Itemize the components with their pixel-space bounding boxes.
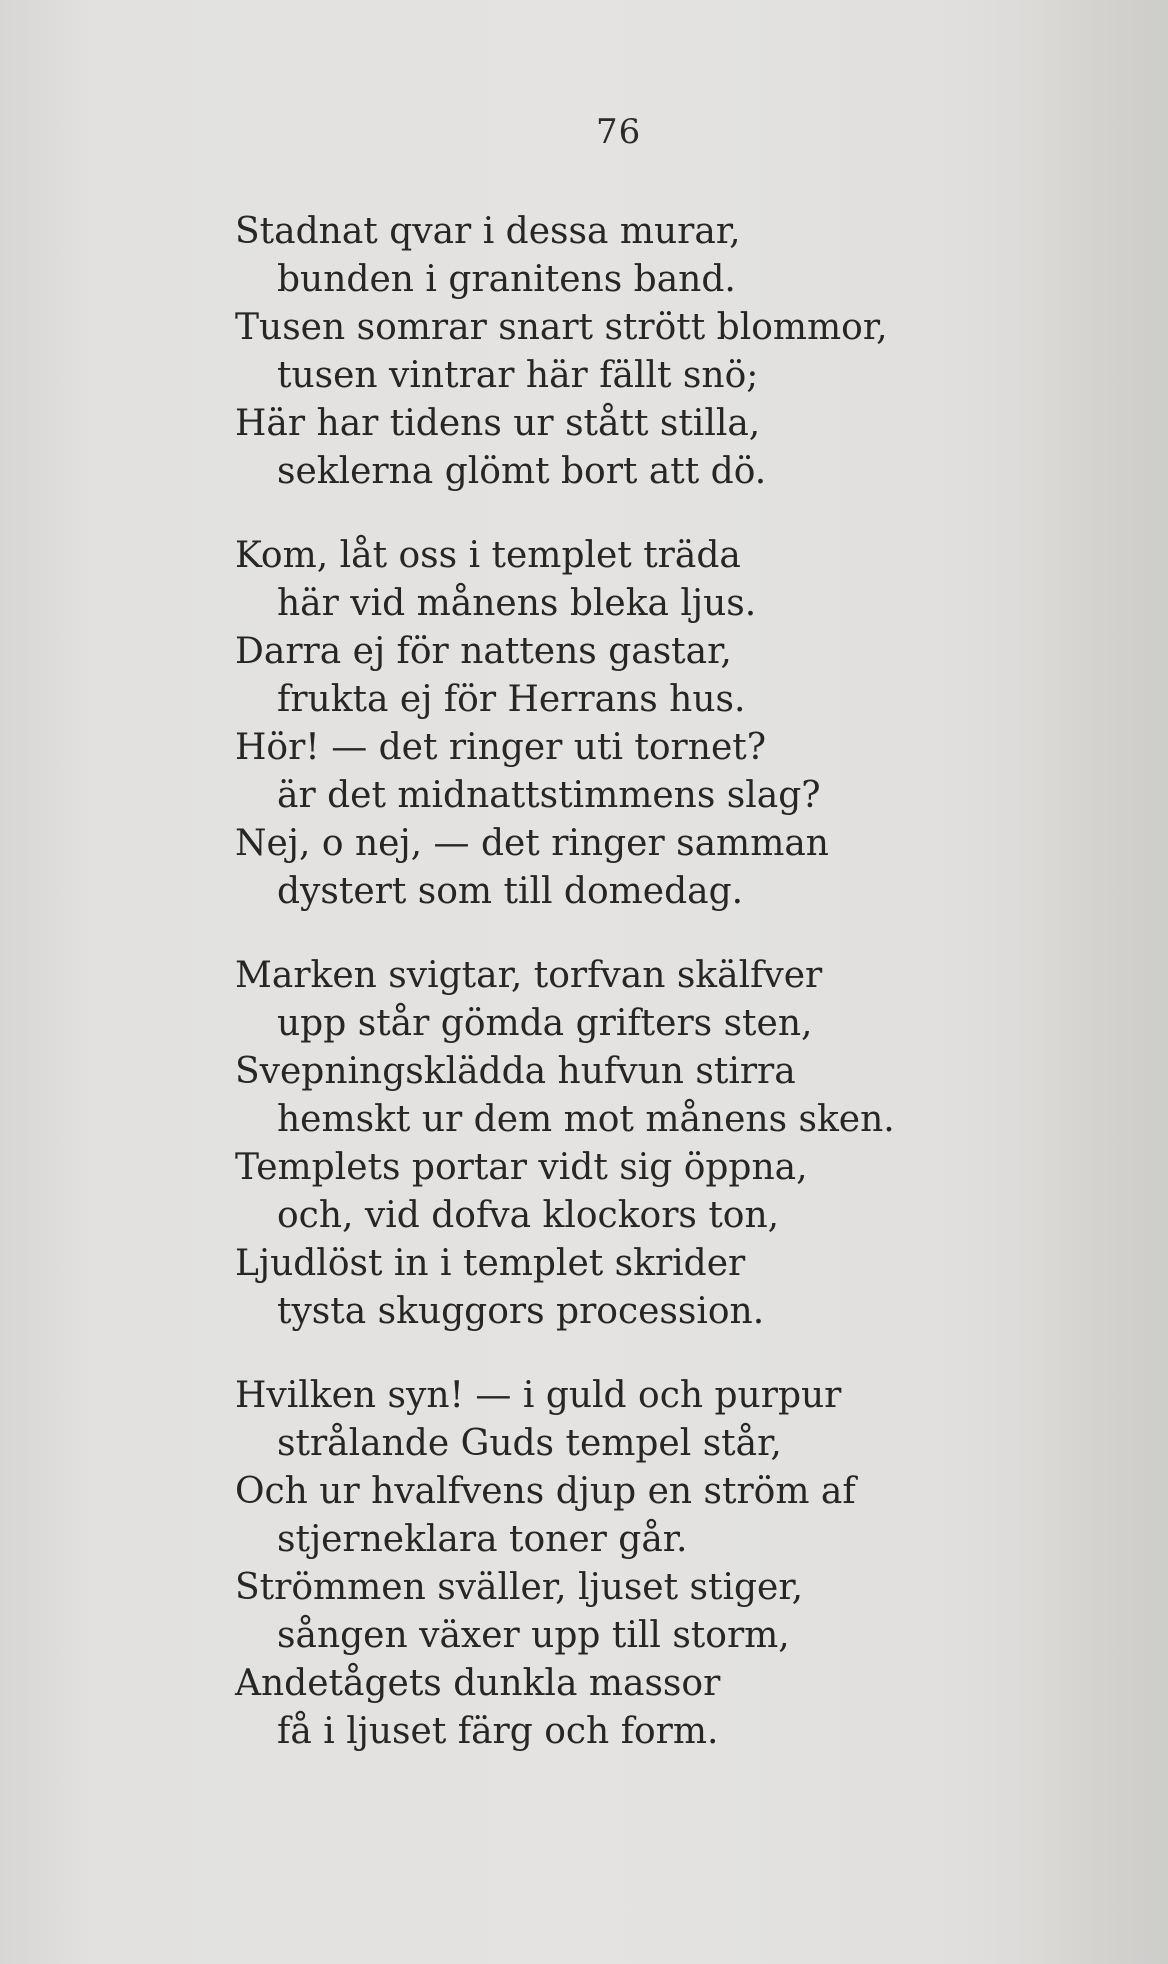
poem-line: Darra ej för nattens gastar, [235,631,732,672]
stanza [235,952,935,1336]
poem-line: Ljudlöst in i templet skrider [235,1243,746,1284]
poem-line: Stadnat qvar i dessa murar, [235,211,741,252]
poem-line: stjerneklara toner går. [277,1519,688,1560]
poem-line: få i ljuset färg och form. [277,1711,719,1752]
poem-line: Templets portar vidt sig öppna, [235,1147,808,1188]
poem-line: Nej, o nej, — det ringer samman [235,823,829,864]
poem-line: upp står gömda grifters sten, [277,1003,813,1044]
stanza [235,208,935,496]
poem-line: Svepningsklädda hufvun stirra [235,1051,796,1092]
poem-line: tusen vintrar här fällt snö; [277,355,759,396]
poem [235,208,935,1792]
stanza [235,1372,935,1756]
poem-line: Tusen somrar snart strött blommor, [235,307,888,348]
poem-line: sången växer upp till storm, [277,1615,790,1656]
poem-line: hemskt ur dem mot månens sken. [277,1099,895,1140]
poem-line: Och ur hvalfvens djup en ström af [235,1471,856,1512]
poem-line: och, vid dofva klockors ton, [277,1195,780,1236]
poem-line: tysta skuggors procession. [277,1291,765,1332]
poem-line: bunden i granitens band. [277,259,736,300]
poem-line: Hör! — det ringer uti tornet? [235,727,767,768]
stanza [235,532,935,916]
poem-line: Här har tidens ur stått stilla, [235,403,761,444]
poem-line: Andetågets dunkla massor [235,1663,721,1704]
poem-line: dystert som till domedag. [277,871,744,912]
poem-line: Strömmen sväller, ljuset stiger, [235,1567,804,1608]
page-number: 76 [596,112,642,152]
facing-page-bleed [938,0,1168,1964]
poem-line: Marken svigtar, torfvan skälfver [235,955,823,996]
poem-line: är det midnattstimmens slag? [277,775,821,816]
poem-line: strålande Guds tempel står, [277,1423,782,1464]
poem-line: seklerna glömt bort att dö. [277,451,767,492]
poem-line: Kom, låt oss i templet träda [235,535,741,576]
poem-line: Hvilken syn! — i guld och purpur [235,1375,842,1416]
poem-line: här vid månens bleka ljus. [277,583,757,624]
poem-line: frukta ej för Herrans hus. [277,679,746,720]
